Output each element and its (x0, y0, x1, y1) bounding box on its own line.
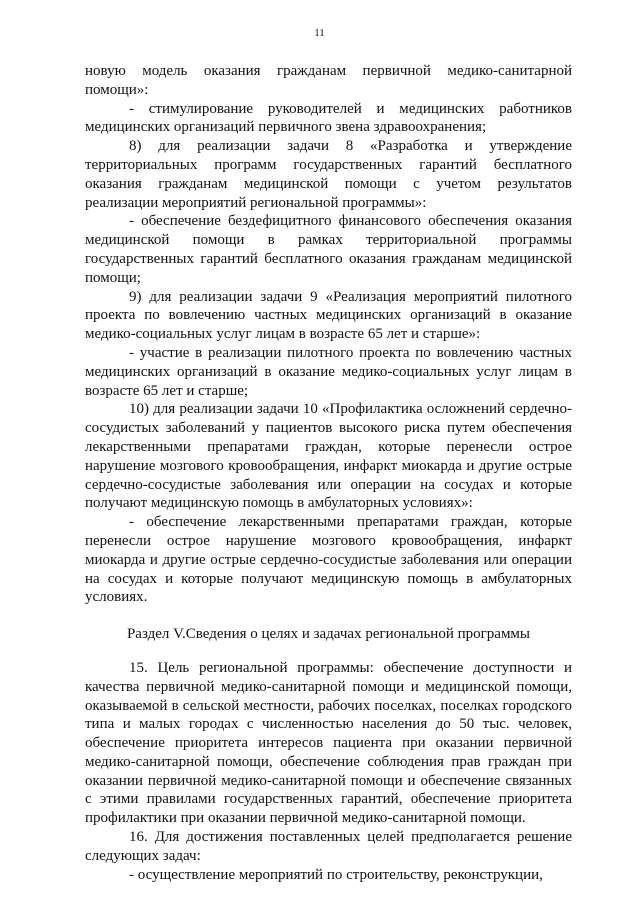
paragraph: - участие в реализации пилотного проекта по вовлечению частных медицинских организаций в оказание медико-социальных услуг лицам в возрасте 65 лет и старше; (85, 344, 572, 399)
page-number: 11 (314, 27, 325, 39)
paragraph: - обеспечение бездефицитного финансового обеспечения оказания медицинской помощи в рамках территориальной программы государственных гарантий бесплатного оказания гражданам медицинской помощи; (85, 213, 572, 286)
paragraph: - стимулирование руководителей и медицинских работников медицинских организаций первичного звена здравоохранения; (85, 100, 572, 136)
paragraph: 10) для реализации задачи 10 «Профилактика осложнений сердечно-сосудистых заболеваний у пациентов высокого риска путем обеспечения лекарственными препаратами граждан, которые перенесли острое нарушение мозгового кровообращения, инфаркт миокарда и другие острые сердечно-сосудистые заболевания или операции на сосудах и которые получают медицинскую помощь в амбулаторных условиях»: (85, 401, 572, 512)
paragraph: 15. Цель региональной программы: обеспечение доступности и качества первичной медико-санитарной помощи и медицинской помощи, оказываемой в сельской местности, рабочих поселках, поселках городского типа и малых городах с численностью населения до 50 тыс. человек, обеспечение приоритета интересов пациента при оказании первичной медико-санитарной помощи, обеспечение соблюдения прав граждан при оказании первичной медико-санитарной помощи и обеспечение связанных с этими правилами государственных гарантий, обеспечение приоритета профилактики при оказании первичной медико-санитарной помощи. (85, 659, 572, 827)
paragraphs-after-section (85, 659, 572, 885)
paragraph: - обеспечение лекарственными препаратами граждан, которые перенесли острое нарушение мозгового кровообращения, инфаркт миокарда и другие острые сердечно-сосудистые заболевания или операции на сосудах и которые получают медицинскую помощь в амбулаторных условиях. (85, 514, 572, 606)
paragraphs-before-section (85, 62, 572, 607)
paragraph: новую модель оказания гражданам первичной медико-санитарной помощи»: (85, 63, 572, 98)
paragraph: 16. Для достижения поставленных целей предполагается решение следующих задач: (85, 829, 572, 864)
paragraph: - осуществление мероприятий по строительству, реконструкции, (129, 866, 543, 883)
paragraph: 9) для реализации задачи 9 «Реализация мероприятий пилотного проекта по вовлечению частных медицинских организаций в оказание медико-социальных услуг лицам в возрасте 65 лет и старше»: (85, 288, 572, 343)
section-heading: Раздел V.Сведения о целях и задачах региональной программы (126, 626, 531, 643)
paragraph: 8) для реализации задачи 8 «Разработка и утверждение территориальных программ государственных гарантий бесплатного оказания гражданам медицинской помощи с учетом результатов реализации мероприятий региональной программы»: (85, 138, 572, 211)
document-body (85, 62, 572, 884)
